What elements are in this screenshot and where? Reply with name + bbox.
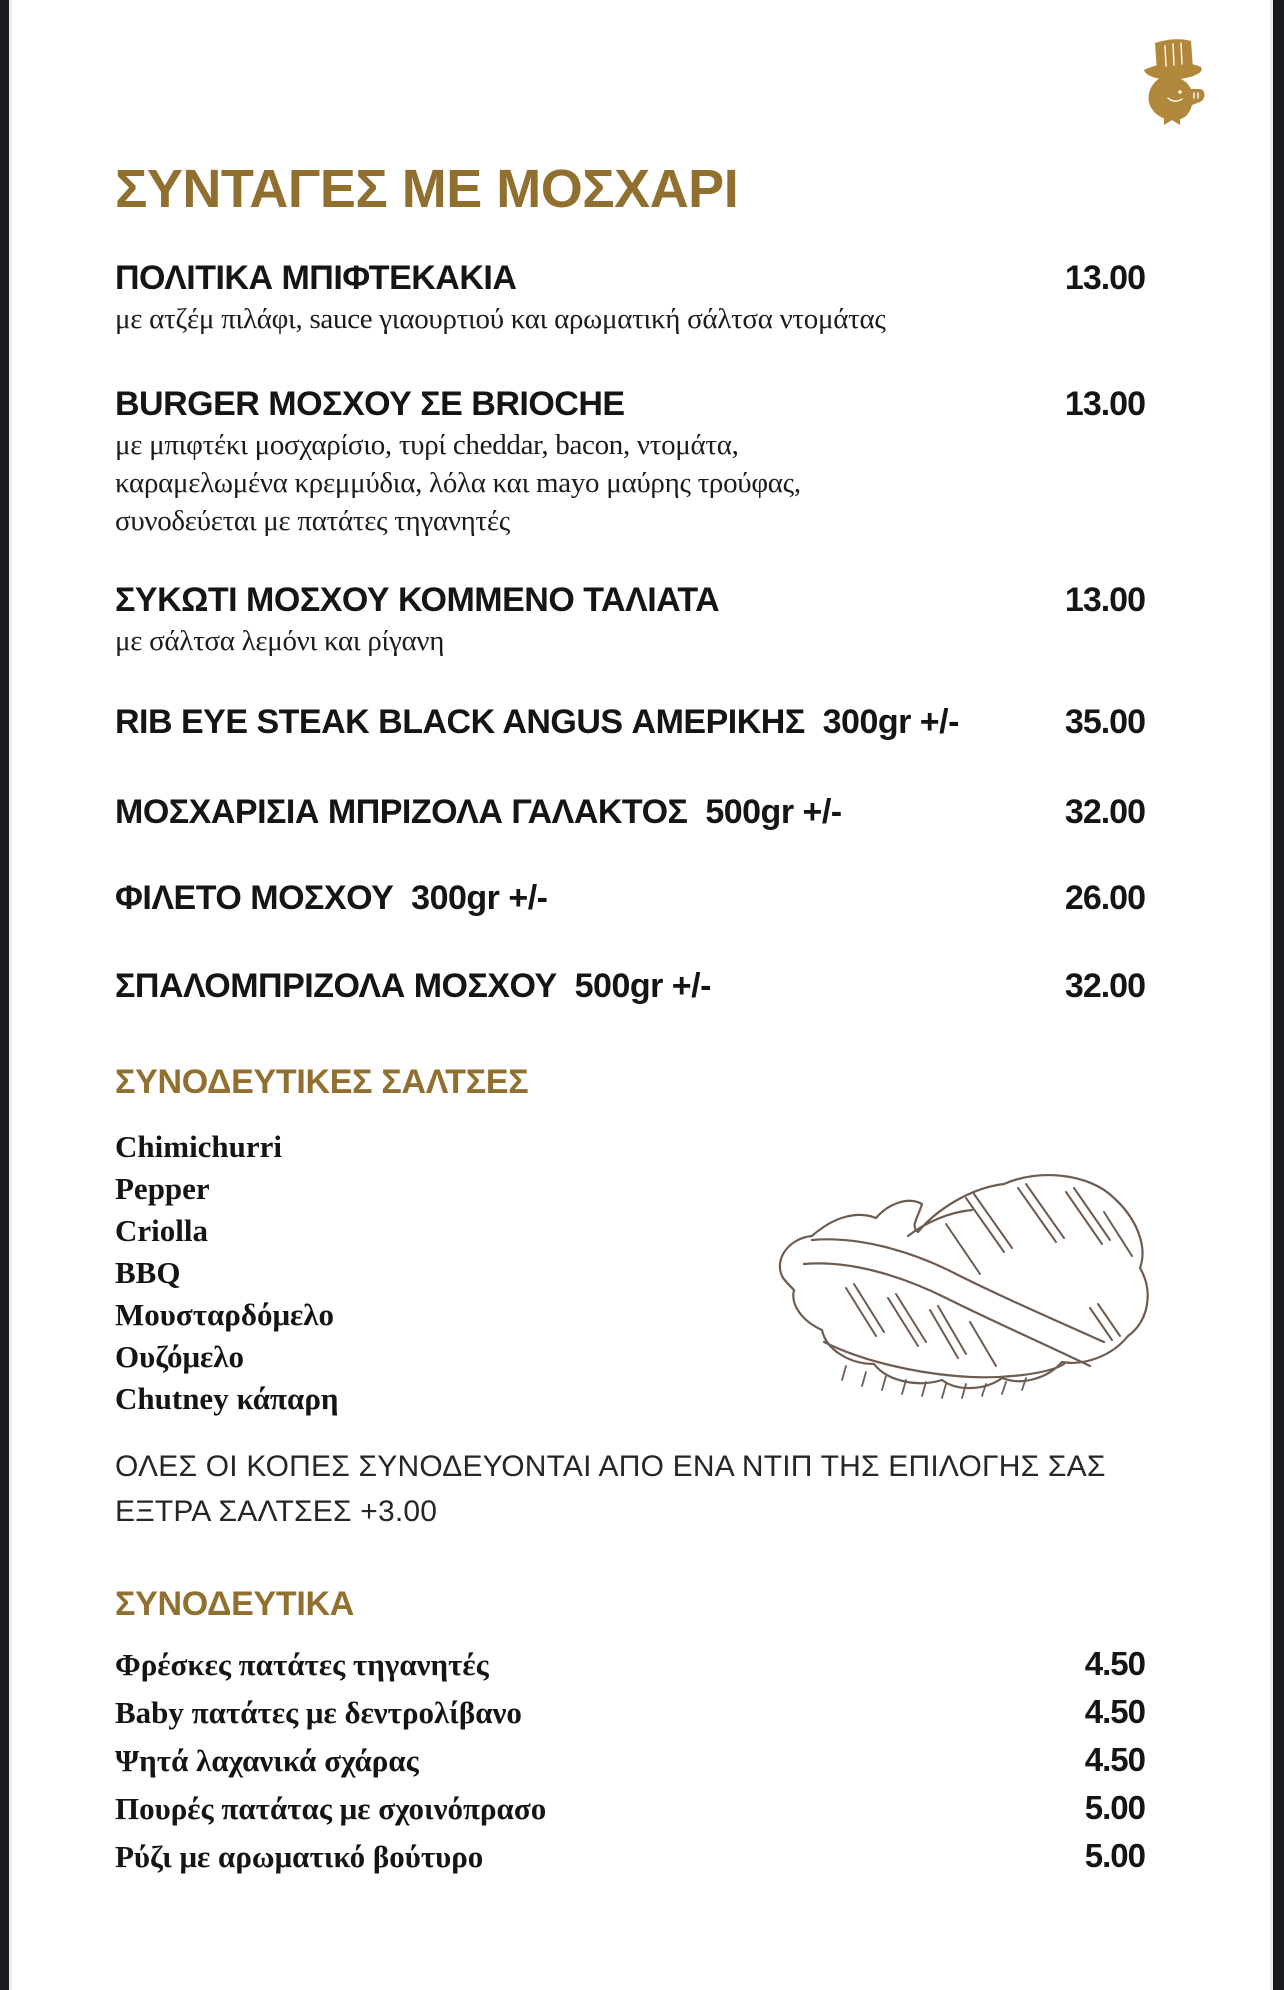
sauces-section-title: ΣΥΝΟΔΕΥΤΙΚΕΣ ΣΑΛΤΣΕΣ [115,1063,529,1101]
sauces-list [115,1126,1145,1420]
page-edge-right [1270,0,1284,1990]
side-item [115,1640,1145,1688]
menu-item-name: ΠΟΛΙΤΙΚΑ ΜΠΙΦΤΕΚΑΚΙΑ [115,259,517,297]
menu-item-name: ΣΥΚΩΤΙ ΜΟΣΧΟΥ ΚΟΜΜΕΝΟ ΤΑΛΙΑΤΑ [115,581,720,619]
menu-item-description: συνοδεύεται με πατάτες τηγανητές [115,505,510,537]
side-item-name: Ψητά λαχανικά σχάρας [115,1743,419,1778]
sauce-item: Μουσταρδόμελο [115,1297,335,1332]
side-item-price: 4.50 [1084,1741,1145,1778]
menu-item-price: 13.00 [1064,259,1145,297]
menu-item-price: 13.00 [1064,385,1145,423]
sauce-item: Ουζόμελο [115,1339,244,1374]
menu-item-name: BURGER ΜΟΣΧΟΥ ΣΕ BRIOCHE [115,385,625,423]
sides-list [115,1640,1145,1880]
side-item-name: Baby πατάτες με δεντρολίβανο [115,1695,522,1730]
menu-item-price: 32.00 [1064,967,1145,1005]
sides-section-title: ΣΥΝΟΔΕΥΤΙΚΑ [115,1585,354,1623]
side-item [115,1688,1145,1736]
menu-item [115,964,1145,1008]
menu-item-description: καραμελωμένα κρεμμύδια, λόλα και mayo μαύρης τρούφας, [115,467,801,499]
menu-item-name: ΦΙΛΕΤΟ ΜΟΣΧΟΥ 300gr +/- [115,879,548,917]
pig-tophat-icon [1134,36,1210,128]
menu-item-price: 32.00 [1064,793,1145,831]
menu-item [115,256,1145,338]
menu-item-price: 13.00 [1064,581,1145,619]
note-line: ΕΞΤΡΑ ΣΑΛΤΣΕΣ +3.00 [115,1495,438,1528]
side-item-name: Ρύζι με αρωματικό βούτυρο [115,1839,484,1874]
side-item-price: 4.50 [1084,1645,1145,1682]
side-item [115,1832,1145,1880]
menu-page [115,0,1145,1880]
menu-item-price: 35.00 [1064,703,1145,741]
menu-item [115,876,1145,920]
side-item-name: Φρέσκες πατάτες τηγανητές [115,1647,489,1682]
sauce-item: Criolla [115,1213,208,1248]
menu-item-description: με σάλτσα λεμόνι και ρίγανη [115,625,445,657]
page-title: ΣΥΝΤΑΓΕΣ ΜΕ ΜΟΣΧΑΡΙ [115,159,739,219]
note-line: ΟΛΕΣ ΟΙ ΚΟΠΕΣ ΣΥΝΟΔΕΥΟΝΤΑΙ ΑΠΟ ΕΝΑ ΝΤΙΠ ΤΗΣ ΕΠΙΛΟΓΗΣ ΣΑΣ [115,1450,1106,1483]
side-item-price: 4.50 [1084,1693,1145,1730]
menu-item-name: RIB EYE STEAK BLACK ANGUS ΑΜΕΡΙΚΗΣ 300gr +/- [115,703,959,741]
side-item-price: 5.00 [1084,1789,1145,1826]
side-item-name: Πουρές πατάτας με σχοινόπρασο [115,1791,547,1826]
menu-item-name: ΣΠΑΛΟΜΠΡΙΖΟΛΑ ΜΟΣΧΟΥ 500gr +/- [115,967,711,1005]
menu-item [115,790,1145,834]
sauce-item: Chutney κάπαρη [115,1381,339,1416]
sauce-item: BBQ [115,1255,181,1290]
page-edge-left [0,0,12,1990]
menu-item-name: ΜΟΣΧΑΡΙΣΙΑ ΜΠΡΙΖΟΛΑ ΓΑΛΑΚΤΟΣ 500gr +/- [115,793,842,831]
menu-item-description: με ατζέμ πιλάφι, sauce γιαουρτιού και αρωματική σάλτσα ντομάτας [115,303,886,335]
sauce-item: Pepper [115,1171,210,1206]
restaurant-logo [1134,36,1210,128]
side-item [115,1736,1145,1784]
sauce-item: Chimichurri [115,1129,283,1164]
menu-item-price: 26.00 [1064,879,1145,917]
menu-item [115,700,1145,744]
side-item [115,1784,1145,1832]
side-item-price: 5.00 [1084,1837,1145,1874]
notes [115,1444,1145,1534]
menu-item [115,578,1145,660]
menu-item [115,382,1145,540]
menu-item-description: με μπιφτέκι μοσχαρίσιο, τυρί cheddar, bacon, ντομάτα, [115,429,739,461]
